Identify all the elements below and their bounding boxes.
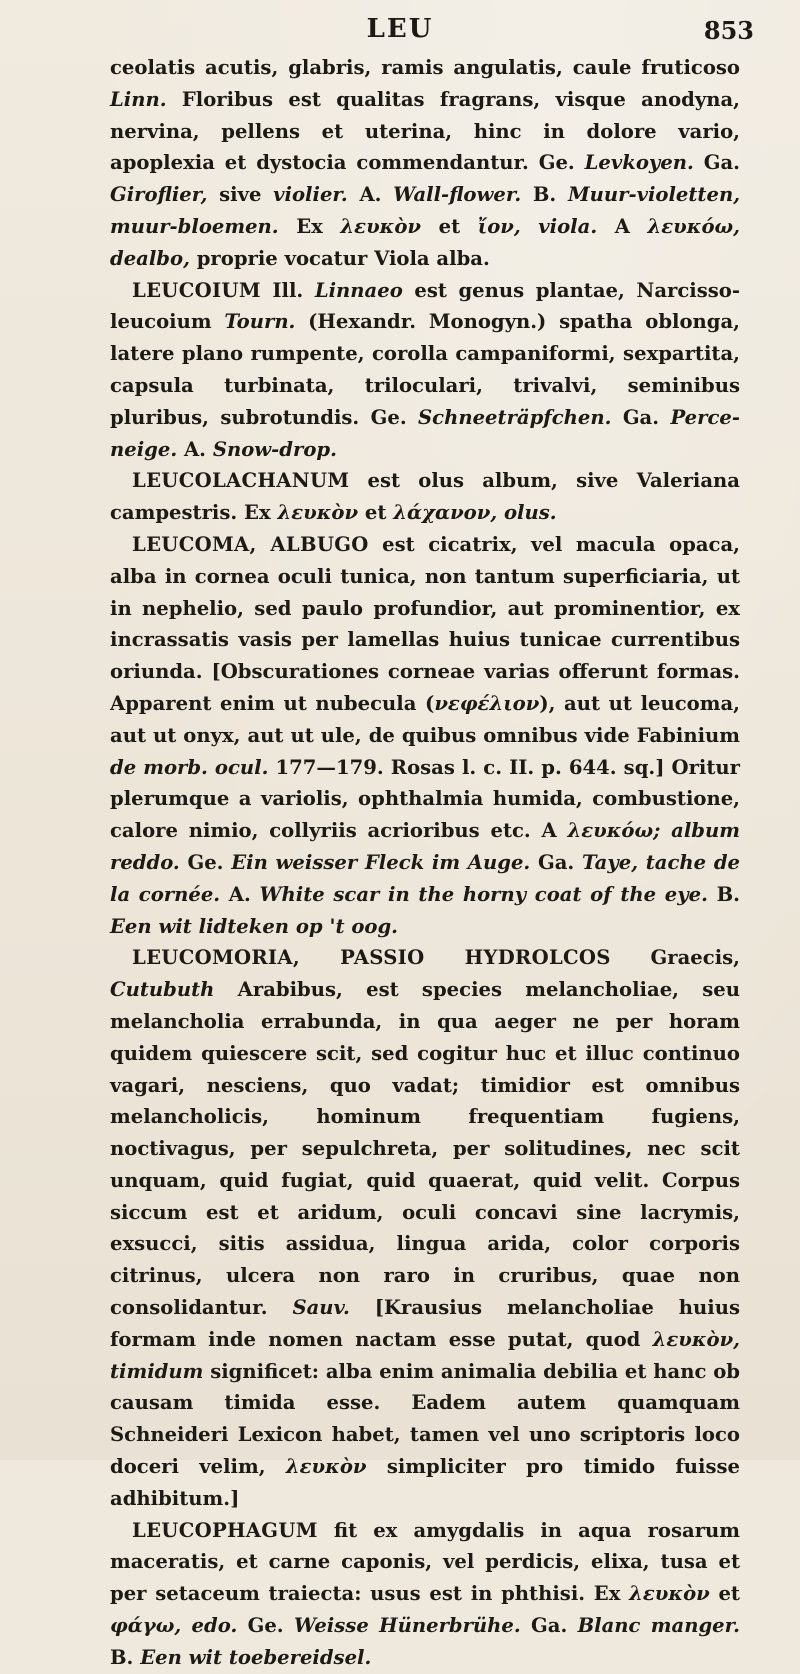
entry-text: B. <box>110 1645 141 1669</box>
entry-text <box>521 215 539 238</box>
italic-text: Snow-drop. <box>212 437 337 461</box>
greek-text: λάχανον, <box>393 501 498 525</box>
entry-text: ceolatis acutis, glabris, ramis angulatis, caule fruticoso <box>110 56 740 79</box>
italic-text: edo. <box>191 1614 238 1638</box>
entry-text: est olus album, sive Valeriana campestris. Ex <box>110 469 740 525</box>
entry-text: est cicatrix, vel macula opaca, alba in cornea oculi tunica, non tantum superficiaria, ut in nephelio, sed paulo profundior, aut prominentior, ex incrassatis vasis per lamellas huius tunicae currentibus oriunda. [Obscurationes corneae varias offerunt formas. Apparent enim ut nubecula ( <box>110 532 740 715</box>
italic-text: album reddo. <box>110 819 740 874</box>
body-text <box>110 52 740 1674</box>
entry-text: simpliciter pro timido fuisse adhibitum.] <box>110 1455 740 1510</box>
italic-text: dealbo, <box>110 246 190 270</box>
entry-text: Ill. <box>260 278 315 302</box>
italic-text: Linn. <box>110 87 167 111</box>
italic-text: Giroflier, <box>110 183 208 207</box>
entry-leucomoria <box>110 942 740 1514</box>
italic-text: Muur-violetten, muur-bloemen. <box>110 183 741 238</box>
page-number: 853 <box>703 16 754 45</box>
entry-text: [Krausius melancholiae huius formam inde nomen nactam esse putat, quod <box>110 1296 740 1351</box>
italic-text: Levkoyen. <box>584 151 694 175</box>
entry-text: Ga. <box>611 405 671 429</box>
italic-text: olus. <box>503 501 557 525</box>
entry-text: A <box>597 214 648 238</box>
entry-text: et <box>709 1582 740 1606</box>
entry-text <box>660 819 671 842</box>
entry-headword: LEUCOMORIA, PASSIO HYDROLCOS <box>132 946 611 970</box>
entry-text: (Hexandr. Monogyn.) spatha oblonga, latere plano rumpente, corolla campaniformi, sexpartita, capsula turbinata, triloculari, trivalvi, seminibus pluribus, subrotundis. Ge. <box>110 310 740 429</box>
greek-text: λευκὸν <box>629 1582 710 1606</box>
entry-headword: LEUCOIUM <box>132 278 261 302</box>
italic-text: Schneeträpfchen. <box>418 405 612 429</box>
greek-text: λευκὸν <box>285 1455 367 1479</box>
running-head: LEU <box>366 14 434 44</box>
italic-text: Linnaeo <box>314 278 403 302</box>
entry-text: 177—179. Rosas l. c. II. p. 644. sq.] Oritur plerumque a variolis, ophthalmia humida, combustione, calore nimio, collyriis acrioribus etc. A <box>110 755 740 843</box>
entry-text: ), aut ut leucoma, aut ut onyx, aut ut ule, de quibus omnibus vide Fabinium <box>110 691 740 747</box>
entry-leucoion-cont <box>110 52 740 275</box>
entry-text: proprie vocatur Viola alba. <box>189 246 490 270</box>
greek-text: λευκὸν <box>340 214 422 238</box>
italic-text: Sauv. <box>292 1296 350 1320</box>
entry-text: Graecis, <box>610 946 740 970</box>
entry-headword: LEUCOPHAGUM <box>132 1518 318 1542</box>
entry-text: fit ex amygdalis in aqua rosarum maceratis, et carne caponis, vel perdicis, elixa, tusa et per setaceum traiecta: usus est in phthisi. Ex <box>110 1518 740 1606</box>
italic-text: Wall-flower. <box>393 183 522 207</box>
italic-text: Blanc manger. <box>577 1614 740 1638</box>
italic-text: timidum <box>110 1359 204 1383</box>
entry-text: B. <box>521 183 568 207</box>
greek-text: φάγω, <box>110 1614 182 1638</box>
italic-text: Perce-neige. <box>110 405 740 461</box>
entry-text: significet: alba enim animalia debilia et hanc ob causam timida esse. Eadem autem quamquam Schneideri Lexicon habet, tamen vel uno scriptoris loco doceri velim, <box>110 1359 740 1479</box>
entry-text: et <box>358 501 394 525</box>
italic-text: viola. <box>538 214 598 238</box>
italic-text: Een wit lidteken op 't oog. <box>110 914 398 938</box>
entry-text: Ga. <box>530 850 582 874</box>
entry-text: et <box>421 214 478 238</box>
entry-text: A. <box>220 882 260 906</box>
entry-text: A. <box>347 183 394 207</box>
entry-text <box>181 1614 191 1637</box>
entry-text: Floribus est qualitas fragrans, visque anodyna, nervina, pellens et uterina, hinc in dolore vario, apoplexia et dystocia commendantur. Ge. <box>110 87 740 175</box>
entry-leucophagum <box>110 1515 740 1674</box>
entry-text: Ge. <box>237 1614 294 1638</box>
entry-headword: LEUCOMA, ALBUGO <box>132 532 369 556</box>
entry-text: Ge. <box>179 850 232 874</box>
entry-text: Ga. <box>693 151 740 175</box>
greek-text: λευκὸν <box>277 501 359 525</box>
italic-text: Weisse Hünerbrühe. <box>293 1614 521 1638</box>
greek-text: λευκὸν, <box>652 1327 740 1351</box>
entry-text: Ex <box>278 214 341 238</box>
entry-text: sive <box>207 183 274 207</box>
entry-text: est genus plantae, Narcisso-leucoium <box>110 278 740 334</box>
entry-text <box>497 501 504 524</box>
italic-text: Een wit toebereidsel. <box>140 1645 372 1669</box>
greek-text: λευκόω, <box>647 214 740 238</box>
entry-leucoma <box>110 529 740 942</box>
italic-text: de morb. ocul. <box>110 755 269 779</box>
entry-text: A. <box>177 437 213 461</box>
entry-leucoium <box>110 275 740 466</box>
greek-text: ἴον, <box>477 214 521 238</box>
italic-text: Cutubuth <box>110 978 215 1002</box>
greek-text: λευκόω; <box>567 819 661 843</box>
entry-text: Ga. <box>520 1614 578 1638</box>
page-header <box>0 12 800 52</box>
entry-text: Arabibus, est species melancholiae, seu melancholia errabunda, in qua aeger ne per horam quidem quiescere scit, sed cogitur huc et illuc continuo vagari, nesciens, quo vadat; timidior est omnibus melancholicis, hominum frequentiam fugiens, noctivagus, per sepulchreta, per solitudines, nec scit unquam, quid fugiat, quid quaerat, quid velit. Corpus siccum est et aridum, oculi concavi sine lacrymis, exsucci, sitis assidua, lingua arida, color corporis citrinus, ulcera non raro in cruribus, quae non consolidantur. <box>110 978 740 1320</box>
entry-leucolachanum <box>110 465 740 529</box>
greek-text: νεφέλιον <box>434 691 540 715</box>
italic-text: violier. <box>273 183 348 207</box>
entry-text: B. <box>707 882 740 906</box>
italic-text: Ein weisser Fleck im Auge. <box>231 850 531 874</box>
entry-headword: LEUCOLACHANUM <box>132 469 350 493</box>
italic-text: White scar in the horny coat of the eye. <box>259 882 708 906</box>
italic-text: Taye, tache de la cornée. <box>110 850 740 906</box>
italic-text: Tourn. <box>224 310 296 334</box>
